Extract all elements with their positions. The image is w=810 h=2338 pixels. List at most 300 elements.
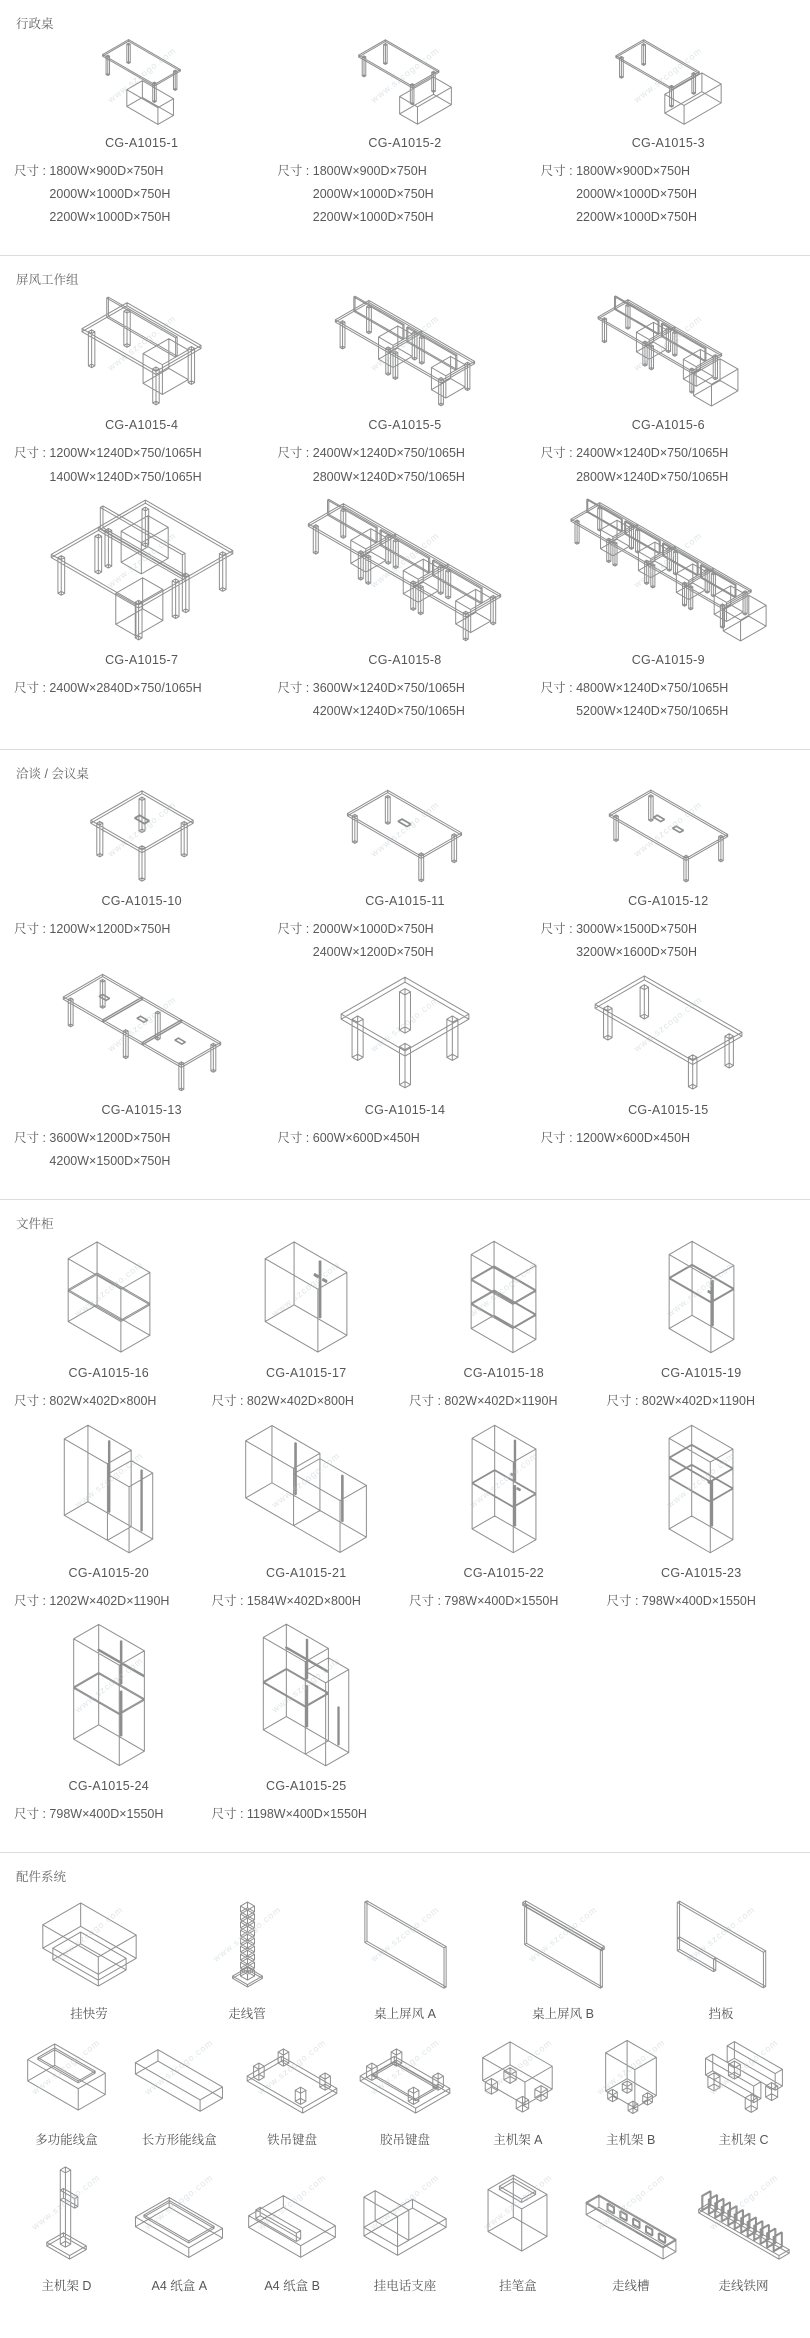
product-drawing-cab-3door-tall bbox=[14, 1418, 204, 1556]
watermark-text: www.szcogo.com bbox=[481, 2172, 554, 2232]
product-code: CG-A1015-22 bbox=[463, 1565, 544, 1580]
product-item bbox=[607, 1234, 797, 1413]
watermark-text: www.szcogo.com bbox=[481, 2037, 554, 2097]
product-item bbox=[14, 784, 269, 964]
dimension-lines bbox=[49, 1803, 163, 1826]
accessory-item bbox=[330, 1887, 480, 2022]
dimension-lines bbox=[313, 677, 465, 723]
product-drawing-cab-2door bbox=[212, 1234, 402, 1356]
dimension-lines bbox=[49, 1127, 170, 1173]
dimension-lines bbox=[49, 1390, 156, 1413]
accessory-drawing-cpu-d bbox=[14, 2152, 119, 2264]
accessory-item bbox=[240, 2152, 345, 2294]
section-meeting-tables bbox=[0, 750, 810, 1201]
watermark-text: www.szcogo.com bbox=[105, 530, 178, 590]
dimension-prefix-label: 尺寸 : bbox=[540, 1131, 577, 1146]
product-row bbox=[14, 1234, 796, 1413]
product-drawing-cab-tall-2door bbox=[409, 1418, 599, 1556]
product-code: CG-A1015-9 bbox=[631, 652, 705, 667]
section-accessories bbox=[0, 1853, 810, 2338]
dimension-line: 798W×400D×1550H bbox=[641, 1593, 756, 1608]
product-code: CG-A1015-25 bbox=[266, 1778, 347, 1793]
dimension-lines bbox=[642, 1390, 755, 1413]
product-dimensions bbox=[14, 442, 269, 488]
dimension-prefix-label: 尺寸 : bbox=[277, 680, 313, 695]
watermark-text: www.szcogo.com bbox=[143, 2037, 216, 2097]
dimension-prefix-label: 尺寸 : bbox=[277, 164, 313, 178]
accessory-label: A4 纸盒 B bbox=[264, 2278, 320, 2293]
accessory-row bbox=[14, 1887, 796, 2022]
dimension-line: 2400W×1240D×750/1065H bbox=[576, 446, 729, 461]
watermark-text: www.szcogo.com bbox=[368, 530, 441, 590]
accessory-item bbox=[14, 2026, 119, 2148]
accessory-item bbox=[691, 2026, 796, 2148]
watermark-text: www.szcogo.com bbox=[368, 2172, 441, 2232]
product-dimensions bbox=[212, 1590, 402, 1613]
watermark-text: www.szcogo.com bbox=[72, 1655, 145, 1715]
dimension-prefix-label: 尺寸 : bbox=[14, 446, 50, 461]
dimension-line: 2400W×2840D×750/1065H bbox=[49, 680, 202, 695]
accessory-item bbox=[240, 2026, 345, 2148]
section-file-cabinets bbox=[0, 1200, 810, 1852]
product-item bbox=[14, 1234, 204, 1413]
product-code: CG-A1015-7 bbox=[105, 652, 179, 667]
product-drawing-table-low-rect bbox=[541, 968, 796, 1093]
watermark-text: www.szcogo.com bbox=[632, 994, 705, 1055]
product-drawing-ws-single bbox=[14, 290, 269, 408]
product-drawing-ws-cross bbox=[14, 493, 269, 643]
accessory-label: 主机架 C bbox=[718, 2132, 769, 2147]
accessory-drawing-a4-a bbox=[127, 2152, 232, 2264]
product-dimensions bbox=[14, 1590, 204, 1613]
dimension-line: 3600W×1240D×750/1065H bbox=[312, 680, 465, 695]
section-title: 行政桌 bbox=[16, 17, 54, 31]
accessory-item bbox=[172, 1887, 322, 2022]
accessory-drawing-cable-duct bbox=[578, 2152, 683, 2264]
accessory-drawing-cpu-a bbox=[465, 2026, 570, 2118]
dimension-lines bbox=[49, 1590, 169, 1613]
dimension-line: 2400W×1200D×750H bbox=[312, 945, 434, 959]
accessory-label: 挂电话支座 bbox=[373, 2278, 437, 2293]
dimension-lines bbox=[49, 918, 170, 941]
dimension-lines bbox=[642, 1590, 756, 1613]
product-code: CG-A1015-14 bbox=[364, 1103, 446, 1118]
product-drawing-ws-row3 bbox=[277, 493, 532, 643]
dimension-line: 1800W×900D×750H bbox=[312, 164, 427, 178]
product-code: CG-A1015-23 bbox=[661, 1565, 742, 1580]
dimension-line: 2000W×1000D×750H bbox=[312, 921, 434, 936]
product-dimensions bbox=[409, 1390, 599, 1413]
watermark-text: www.szcogo.com bbox=[707, 2172, 780, 2232]
dimension-line: 1584W×402D×800H bbox=[246, 1593, 361, 1608]
product-drawing-cab-glass-wide bbox=[212, 1617, 402, 1769]
product-drawing-table-rect2 bbox=[541, 784, 796, 884]
watermark-text: www.szcogo.com bbox=[270, 1449, 343, 1510]
dimension-lines bbox=[576, 677, 728, 723]
watermark-text: www.szcogo.com bbox=[369, 1904, 441, 1964]
dimension-lines bbox=[49, 442, 201, 488]
accessory-item bbox=[14, 2152, 119, 2294]
dimension-lines bbox=[313, 160, 434, 229]
accessory-drawing-cable-spine bbox=[172, 1887, 322, 1992]
product-code: CG-A1015-15 bbox=[628, 1103, 709, 1118]
product-dimensions bbox=[541, 160, 796, 229]
section-title: 洽谈 / 会议桌 bbox=[16, 766, 89, 781]
accessory-drawing-keyboard-tray-b bbox=[353, 2026, 458, 2118]
accessory-drawing-cable-mesh bbox=[691, 2152, 796, 2264]
accessory-label: 走线铁网 bbox=[718, 2278, 769, 2293]
product-item bbox=[14, 968, 269, 1173]
dimension-line: 1400W×1240D×750/1065H bbox=[49, 469, 202, 484]
dimension-line: 802W×402D×800H bbox=[246, 1394, 354, 1409]
watermark-text: www.szcogo.com bbox=[256, 2172, 329, 2232]
watermark-text: www.szcogo.com bbox=[143, 2172, 216, 2232]
accessory-row bbox=[14, 2026, 796, 2148]
accessory-label: 桌上屏风 B bbox=[532, 2006, 594, 2021]
dimension-lines bbox=[49, 160, 170, 229]
accessory-item bbox=[465, 2152, 570, 2294]
accessory-label: 多功能线盒 bbox=[35, 2132, 98, 2147]
dimension-lines bbox=[576, 1127, 690, 1150]
dimension-prefix-label: 尺寸 : bbox=[277, 921, 313, 936]
product-dimensions bbox=[277, 442, 532, 488]
accessory-item bbox=[127, 2026, 232, 2148]
watermark-text: www.szcogo.com bbox=[368, 313, 441, 374]
accessory-drawing-cpu-c bbox=[691, 2026, 796, 2118]
product-drawing-ws-double-cab bbox=[541, 290, 796, 408]
product-code: CG-A1015-1 bbox=[105, 136, 179, 150]
product-code: CG-A1015-21 bbox=[266, 1565, 347, 1580]
product-item bbox=[409, 1418, 599, 1613]
watermark-text: www.szcogo.com bbox=[685, 1904, 757, 1964]
product-code: CG-A1015-10 bbox=[101, 893, 182, 908]
dimension-line: 2000W×1000D×750H bbox=[312, 187, 434, 202]
accessory-item bbox=[353, 2152, 458, 2294]
watermark-text: www.szcogo.com bbox=[594, 2037, 667, 2097]
dimension-lines bbox=[444, 1590, 558, 1613]
product-drawing-cab-mix bbox=[607, 1234, 797, 1356]
dimension-line: 5200W×1240D×750/1065H bbox=[576, 703, 729, 718]
product-row bbox=[14, 290, 796, 488]
product-dimensions bbox=[212, 1390, 402, 1413]
accessory-label: 铁吊键盘 bbox=[267, 2132, 318, 2147]
accessory-label: 挂笔盒 bbox=[499, 2278, 537, 2293]
accessory-label: 挂快劳 bbox=[70, 2006, 108, 2021]
dimension-prefix-label: 尺寸 : bbox=[14, 1131, 50, 1146]
product-row bbox=[14, 493, 796, 723]
watermark-text: www.szcogo.com bbox=[105, 45, 178, 106]
product-drawing-cab-glass bbox=[14, 1617, 204, 1769]
watermark-text: www.szcogo.com bbox=[368, 799, 441, 859]
accessory-label: A4 纸盒 A bbox=[151, 2278, 208, 2293]
dimension-line: 2800W×1240D×750/1065H bbox=[312, 469, 465, 484]
watermark-text: www.szcogo.com bbox=[632, 530, 705, 590]
product-item bbox=[14, 1418, 204, 1613]
dimension-prefix-label: 尺寸 : bbox=[409, 1593, 445, 1608]
dimension-prefix-label: 尺寸 : bbox=[211, 1806, 247, 1821]
dimension-line: 2400W×1240D×750/1065H bbox=[312, 446, 465, 461]
product-drawing-ws-double bbox=[277, 290, 532, 408]
dimension-line: 4200W×1240D×750/1065H bbox=[312, 703, 465, 718]
accessory-drawing-desktop-screen-b bbox=[488, 1887, 638, 1992]
product-code: CG-A1015-24 bbox=[68, 1778, 149, 1793]
product-drawing-cab-open-3 bbox=[409, 1234, 599, 1356]
product-item bbox=[277, 493, 532, 723]
accessory-label: 走线管 bbox=[228, 2006, 266, 2021]
product-item bbox=[409, 1234, 599, 1413]
watermark-text: www.szcogo.com bbox=[527, 1904, 599, 1964]
dimension-lines bbox=[313, 918, 434, 964]
dimension-prefix-label: 尺寸 : bbox=[211, 1593, 247, 1608]
product-code: CG-A1015-18 bbox=[463, 1366, 544, 1381]
product-dimensions bbox=[14, 1803, 204, 1826]
dimension-line: 600W×600D×450H bbox=[312, 1131, 420, 1146]
watermark-text: www.szcogo.com bbox=[368, 45, 441, 106]
product-dimensions bbox=[409, 1590, 599, 1613]
product-drawing-table-sq-small bbox=[277, 968, 532, 1093]
watermark-text: www.szcogo.com bbox=[368, 994, 441, 1055]
dimension-line: 802W×402D×800H bbox=[49, 1394, 157, 1409]
dimension-line: 3200W×1600D×750H bbox=[576, 945, 698, 959]
dimension-line: 798W×400D×1550H bbox=[49, 1806, 164, 1821]
watermark-text: www.szcogo.com bbox=[72, 1259, 145, 1319]
dimension-lines bbox=[576, 160, 697, 229]
watermark-text: www.szcogo.com bbox=[270, 1259, 343, 1319]
product-dimensions bbox=[14, 677, 269, 700]
watermark-text: www.szcogo.com bbox=[632, 799, 705, 859]
dimension-prefix-label: 尺寸 : bbox=[14, 1593, 50, 1608]
product-item bbox=[541, 290, 796, 488]
accessory-drawing-modesty-panel bbox=[646, 1887, 796, 1992]
watermark-text: www.szcogo.com bbox=[30, 2172, 103, 2232]
product-code: CG-A1015-8 bbox=[368, 652, 442, 667]
dimension-line: 4800W×1240D×750/1065H bbox=[576, 680, 729, 695]
product-item bbox=[14, 493, 269, 723]
dimension-lines bbox=[247, 1390, 354, 1413]
product-code: CG-A1015-2 bbox=[368, 136, 442, 150]
product-drawing-exec-desk-c bbox=[541, 34, 796, 126]
watermark-text: www.szcogo.com bbox=[594, 2172, 667, 2232]
dimension-line: 1200W×1200D×750H bbox=[49, 921, 171, 936]
product-dimensions bbox=[14, 160, 269, 229]
product-dimensions bbox=[277, 918, 532, 964]
dimension-line: 4200W×1500D×750H bbox=[49, 1154, 171, 1169]
dimension-line: 2200W×1000D×750H bbox=[576, 210, 698, 225]
dimension-line: 3600W×1200D×750H bbox=[49, 1131, 171, 1146]
accessory-label: 长方形能线盒 bbox=[141, 2132, 217, 2147]
product-drawing-table-long bbox=[14, 968, 269, 1093]
accessory-label: 胶吊键盘 bbox=[379, 2132, 430, 2147]
product-code: CG-A1015-16 bbox=[68, 1366, 149, 1381]
dimension-prefix-label: 尺寸 : bbox=[540, 164, 577, 178]
dimension-line: 2200W×1000D×750H bbox=[49, 210, 171, 225]
product-item bbox=[277, 34, 532, 229]
product-item bbox=[14, 1617, 204, 1826]
section-title: 屏风工作组 bbox=[16, 273, 79, 288]
section-executive-desks bbox=[0, 0, 810, 256]
watermark-text: www.szcogo.com bbox=[105, 313, 178, 374]
accessory-label: 走线槽 bbox=[611, 2278, 650, 2293]
accessory-row bbox=[14, 2152, 796, 2294]
product-drawing-exec-desk-b bbox=[277, 34, 532, 126]
dimension-line: 2000W×1000D×750H bbox=[49, 187, 171, 202]
dimension-lines bbox=[576, 442, 728, 488]
product-code: CG-A1015-6 bbox=[631, 418, 705, 433]
accessory-label: 主机架 D bbox=[41, 2278, 92, 2293]
accessory-drawing-hanging-tray bbox=[14, 1887, 164, 1992]
accessory-drawing-rect-box bbox=[127, 2026, 232, 2118]
watermark-text: www.szcogo.com bbox=[270, 1655, 343, 1715]
accessory-drawing-pen-box bbox=[465, 2152, 570, 2264]
dimension-line: 2800W×1240D×750/1065H bbox=[576, 469, 729, 484]
watermark-text: www.szcogo.com bbox=[665, 1449, 738, 1510]
watermark-text: www.szcogo.com bbox=[707, 2037, 780, 2097]
dimension-prefix-label: 尺寸 : bbox=[211, 1394, 247, 1409]
watermark-text: www.szcogo.com bbox=[105, 799, 178, 859]
accessory-item bbox=[578, 2026, 683, 2148]
dimension-line: 1198W×400D×1550H bbox=[246, 1806, 367, 1821]
accessory-label: 主机架 A bbox=[493, 2132, 543, 2147]
product-dimensions bbox=[277, 1127, 532, 1150]
product-dimensions bbox=[14, 1127, 269, 1173]
accessory-label: 桌上屏风 A bbox=[374, 2006, 436, 2021]
product-code: CG-A1015-3 bbox=[631, 136, 705, 150]
dimension-line: 3000W×1500D×750H bbox=[576, 921, 698, 936]
dimension-prefix-label: 尺寸 : bbox=[540, 921, 577, 936]
product-item bbox=[14, 34, 269, 229]
product-code: CG-A1015-5 bbox=[368, 418, 442, 433]
product-drawing-exec-desk-a bbox=[14, 34, 269, 126]
product-row bbox=[14, 1617, 796, 1826]
dimension-prefix-label: 尺寸 : bbox=[277, 1131, 313, 1146]
watermark-text: www.szcogo.com bbox=[53, 1904, 125, 1964]
watermark-text: www.szcogo.com bbox=[368, 2037, 441, 2097]
product-dimensions bbox=[14, 1390, 204, 1413]
product-drawing-ws-row4 bbox=[541, 493, 796, 643]
product-row bbox=[14, 784, 796, 964]
accessory-label: 挡板 bbox=[708, 2006, 734, 2021]
accessory-drawing-phone-bracket bbox=[353, 2152, 458, 2264]
dimension-lines bbox=[49, 677, 201, 700]
dimension-prefix-label: 尺寸 : bbox=[540, 680, 577, 695]
section-screen-workstations bbox=[0, 256, 810, 750]
product-drawing-cab-4door-low bbox=[212, 1418, 402, 1556]
watermark-text: www.szcogo.com bbox=[72, 1449, 145, 1510]
dimension-prefix-label: 尺寸 : bbox=[606, 1394, 642, 1409]
product-item bbox=[277, 290, 532, 488]
product-dimensions bbox=[14, 918, 269, 941]
watermark-text: www.szcogo.com bbox=[105, 994, 178, 1055]
accessory-item bbox=[127, 2152, 232, 2294]
product-dimensions bbox=[541, 1127, 796, 1150]
product-code: CG-A1015-11 bbox=[365, 893, 445, 908]
accessory-label: 主机架 B bbox=[606, 2132, 656, 2147]
watermark-text: www.szcogo.com bbox=[30, 2037, 103, 2097]
accessory-drawing-cpu-b bbox=[578, 2026, 683, 2118]
dimension-lines bbox=[247, 1590, 361, 1613]
dimension-lines bbox=[576, 918, 697, 964]
product-item bbox=[212, 1234, 402, 1413]
dimension-line: 1200W×1240D×750/1065H bbox=[49, 446, 202, 461]
section-title: 配件系统 bbox=[16, 1869, 67, 1884]
product-row bbox=[14, 34, 796, 229]
product-dimensions bbox=[277, 677, 532, 723]
dimension-prefix-label: 尺寸 : bbox=[606, 1593, 642, 1608]
dimension-line: 2200W×1000D×750H bbox=[312, 210, 434, 225]
product-item bbox=[541, 34, 796, 229]
dimension-line: 802W×402D×1190H bbox=[641, 1394, 755, 1409]
section-title: 文件柜 bbox=[16, 1217, 54, 1232]
dimension-line: 802W×402D×1190H bbox=[444, 1394, 558, 1409]
product-drawing-table-rect bbox=[277, 784, 532, 884]
product-row bbox=[14, 1418, 796, 1613]
dimension-line: 1200W×600D×450H bbox=[576, 1131, 691, 1146]
dimension-prefix-label: 尺寸 : bbox=[14, 164, 50, 178]
watermark-text: www.szcogo.com bbox=[256, 2037, 329, 2097]
watermark-text: www.szcogo.com bbox=[665, 1259, 738, 1319]
accessory-drawing-multi-box bbox=[14, 2026, 119, 2118]
accessory-item bbox=[691, 2152, 796, 2294]
product-drawing-cab-open-2 bbox=[14, 1234, 204, 1356]
product-dimensions bbox=[607, 1590, 797, 1613]
dimension-prefix-label: 尺寸 : bbox=[14, 1806, 50, 1821]
accessory-drawing-keyboard-tray-a bbox=[240, 2026, 345, 2118]
accessory-item bbox=[578, 2152, 683, 2294]
product-item bbox=[541, 784, 796, 964]
watermark-text: www.szcogo.com bbox=[467, 1449, 540, 1510]
product-code: CG-A1015-20 bbox=[68, 1565, 149, 1580]
product-row bbox=[14, 968, 796, 1173]
dimension-prefix-label: 尺寸 : bbox=[14, 1394, 50, 1409]
accessory-item bbox=[465, 2026, 570, 2148]
product-drawing-cab-tall-opentop bbox=[607, 1418, 797, 1556]
accessory-drawing-desktop-screen-a bbox=[330, 1887, 480, 1992]
accessory-item bbox=[646, 1887, 796, 2022]
dimension-line: 1800W×900D×750H bbox=[576, 164, 691, 178]
accessory-item bbox=[14, 1887, 164, 2022]
dimension-line: 1800W×900D×750H bbox=[49, 164, 164, 178]
product-item bbox=[541, 968, 796, 1173]
product-dimensions bbox=[541, 918, 796, 964]
watermark-text: www.szcogo.com bbox=[211, 1904, 283, 1964]
dimension-lines bbox=[444, 1390, 557, 1413]
dimension-line: 2000W×1000D×750H bbox=[576, 187, 698, 202]
dimension-prefix-label: 尺寸 : bbox=[14, 680, 50, 695]
dimension-prefix-label: 尺寸 : bbox=[409, 1394, 445, 1409]
accessory-drawing-a4-b bbox=[240, 2152, 345, 2264]
accessory-item bbox=[353, 2026, 458, 2148]
dimension-lines bbox=[313, 1127, 420, 1150]
accessory-item bbox=[488, 1887, 638, 2022]
product-item bbox=[212, 1418, 402, 1613]
dimension-line: 1202W×402D×1190H bbox=[49, 1593, 170, 1608]
product-drawing-table-sq bbox=[14, 784, 269, 884]
product-item bbox=[541, 493, 796, 723]
dimension-line: 798W×400D×1550H bbox=[444, 1593, 559, 1608]
product-dimensions bbox=[212, 1803, 402, 1826]
product-code: CG-A1015-13 bbox=[101, 1103, 182, 1118]
product-dimensions bbox=[541, 677, 796, 723]
dimension-prefix-label: 尺寸 : bbox=[540, 446, 577, 461]
product-item bbox=[212, 1617, 402, 1826]
product-code: CG-A1015-17 bbox=[266, 1366, 347, 1381]
product-code: CG-A1015-12 bbox=[628, 893, 709, 908]
product-dimensions bbox=[541, 442, 796, 488]
watermark-text: www.szcogo.com bbox=[632, 45, 705, 106]
dimension-lines bbox=[247, 1803, 367, 1826]
dimension-prefix-label: 尺寸 : bbox=[277, 446, 313, 461]
product-dimensions bbox=[277, 160, 532, 229]
